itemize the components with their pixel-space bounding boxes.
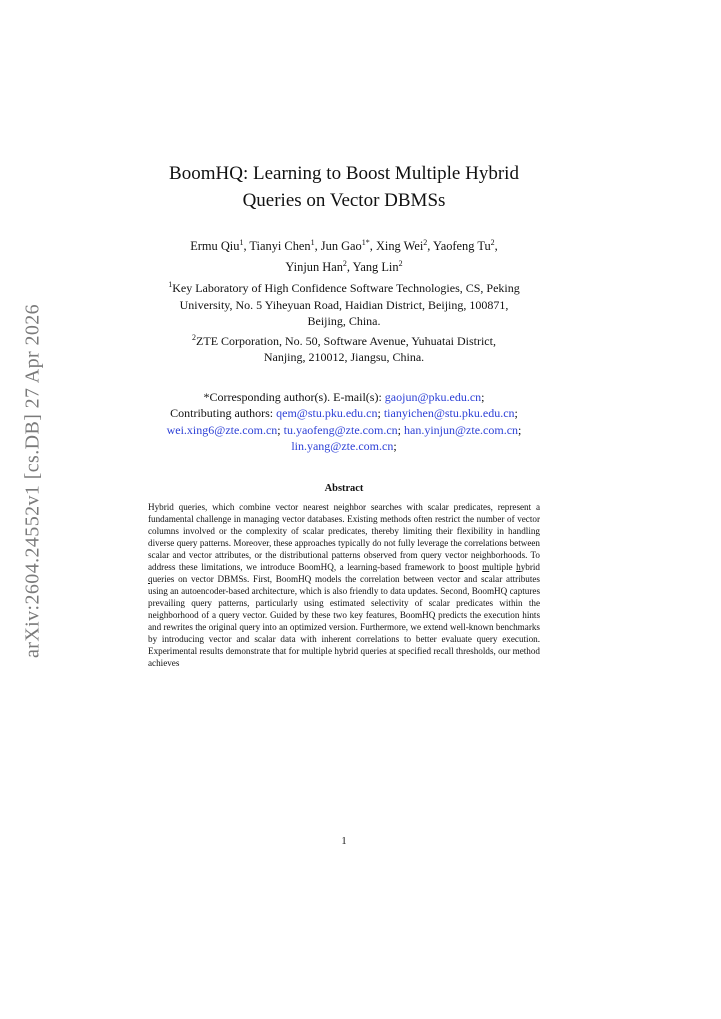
affiliation-1-line-2: University, No. 5 Yiheyuan Road, Haidian District, Beijing, 100871, [179,297,509,312]
contributing-authors-line: Contributing authors: qem@stu.pku.edu.cn; tianyichen@stu.pku.edu.cn; [170,406,518,421]
arxiv-identifier-stamp: arXiv:2604.24552v1 [cs.DB] 27 Apr 2026 [21,303,44,659]
author-line-1 [132,234,556,255]
author-name: Yinjun Han [285,260,343,275]
affiliation-block [132,277,556,366]
title-line-2: Queries on Vector DBMSs [242,190,446,211]
abstract-segment: ybrid [520,562,540,572]
page-number: 1 [341,836,347,847]
affiliation-1-line-1 [132,277,556,297]
underlined-letter: h [516,562,521,572]
email-link-han-yinjun[interactable]: han.yinjun@zte.com.cn [404,422,519,437]
author-name: Yaofeng Tu [433,239,491,254]
underlined-letter: q [148,574,153,584]
email-link-qem[interactable]: qem@stu.pku.edu.cn [276,406,378,421]
author-name: Tianyi Chen [249,239,311,254]
author-affiliation-marker: 2 [423,238,428,247]
affiliation-2-line-1 [132,330,556,350]
email-link-tianyichen[interactable]: tianyichen@stu.pku.edu.cn [383,406,515,421]
author-separator: , [346,260,353,275]
email-link-tu-yaofeng[interactable]: tu.yaofeng@zte.com.cn [283,422,398,437]
abstract-heading: Abstract [324,483,364,494]
email-link-wei-xing[interactable]: wei.xing6@zte.com.cn [166,422,278,437]
author-name: Xing Wei [375,239,424,254]
paper-title [132,160,556,214]
affiliation-text: ZTE Corporation, No. 50, Software Avenue, Yuhuatai District, [196,333,496,348]
email-link-lin-yang[interactable]: lin.yang@zte.com.cn [291,438,394,453]
affiliation-marker: 2 [192,332,197,342]
email-link-gaojun[interactable]: gaojun@pku.edu.cn [384,390,482,404]
author-line-2 [132,255,556,276]
correspondence-block [122,389,566,454]
abstract-segment: ueries on vector DBMSs. First, BoomHQ models the correlation between vector and scalar attributes using an autoencoder-based architecture, which is also friendly to data updates. Second, BoomHQ captures prevailing query patterns, particularly using estimated selectivity of scalar predicates within the neighborhood of a query vector. Guided by these two key features, BoomHQ predicts the execution hints and rewrites the original query into an optimized version. Furthermore, we extend well-known benchmarks by introducing vector and scalar data with inherent correlations to better evaluate query execution. Experimental results demonstrate that for multiple hybrid queries at specified recall thresholds, our method achieves [148,574,540,668]
author-name: Yang Lin [352,260,399,275]
author-name: Ermu Qiu [190,239,240,254]
author-affiliation-marker: 1* [361,238,370,247]
author-list [132,234,556,276]
author-name: Jun Gao [320,239,362,254]
author-separator: , [369,239,376,254]
affiliation-text: Key Laboratory of High Confidence Software Technologies, CS, Peking [172,281,520,295]
abstract-text [148,501,540,669]
contributing-authors-line-3: lin.yang@zte.com.cn; [291,438,397,453]
corresponding-author-line: *Corresponding author(s). E-mail(s): gaojun@pku.edu.cn; [203,390,485,404]
author-affiliation-marker: 1 [310,238,315,247]
author-affiliation-marker: 1 [239,238,244,247]
contributing-authors-line-2: wei.xing6@zte.com.cn; tu.yaofeng@zte.com.cn; han.yinjun@zte.com.cn; [166,422,522,437]
author-separator: , [427,239,434,254]
title-line-1: BoomHQ: Learning to Boost Multiple Hybrid [169,163,519,184]
abstract-segment: ultiple [489,562,517,572]
author-separator: , [314,239,321,254]
affiliation-marker: 1 [168,280,173,289]
underlined-letter: m [482,562,490,572]
contributing-label: Contributing authors: [170,406,277,421]
author-separator: , [243,239,250,254]
underlined-letter: b [458,562,464,572]
author-affiliation-marker: 2 [398,259,403,269]
author-affiliation-marker: 2 [342,259,347,269]
abstract-segment: oost [463,562,483,572]
author-separator: , [494,239,498,254]
affiliation-1-line-3: Beijing, China. [307,314,381,328]
author-affiliation-marker: 2 [490,238,495,247]
affiliation-2-line-2: Nanjing, 210012, Jiangsu, China. [263,350,425,364]
corresponding-label: *Corresponding author(s). E-mail(s): [203,390,385,404]
abstract-segment: Hybrid queries, which combine vector nearest neighbor searches with scalar predicates, represent a fundamental challenge in managing vector databases. Existing methods often restrict the number of vector columns involved or the complexity of scalar predicates, thereby limiting their flexibility in handling diverse query patterns. Moreover, these approaches typically do not fully leverage the correlations between scalar and vector attributes, or the distributional patterns observed from query vector neighborhoods. To address these limitations, we introduce BoomHQ, a learning-based framework to [148,502,540,572]
